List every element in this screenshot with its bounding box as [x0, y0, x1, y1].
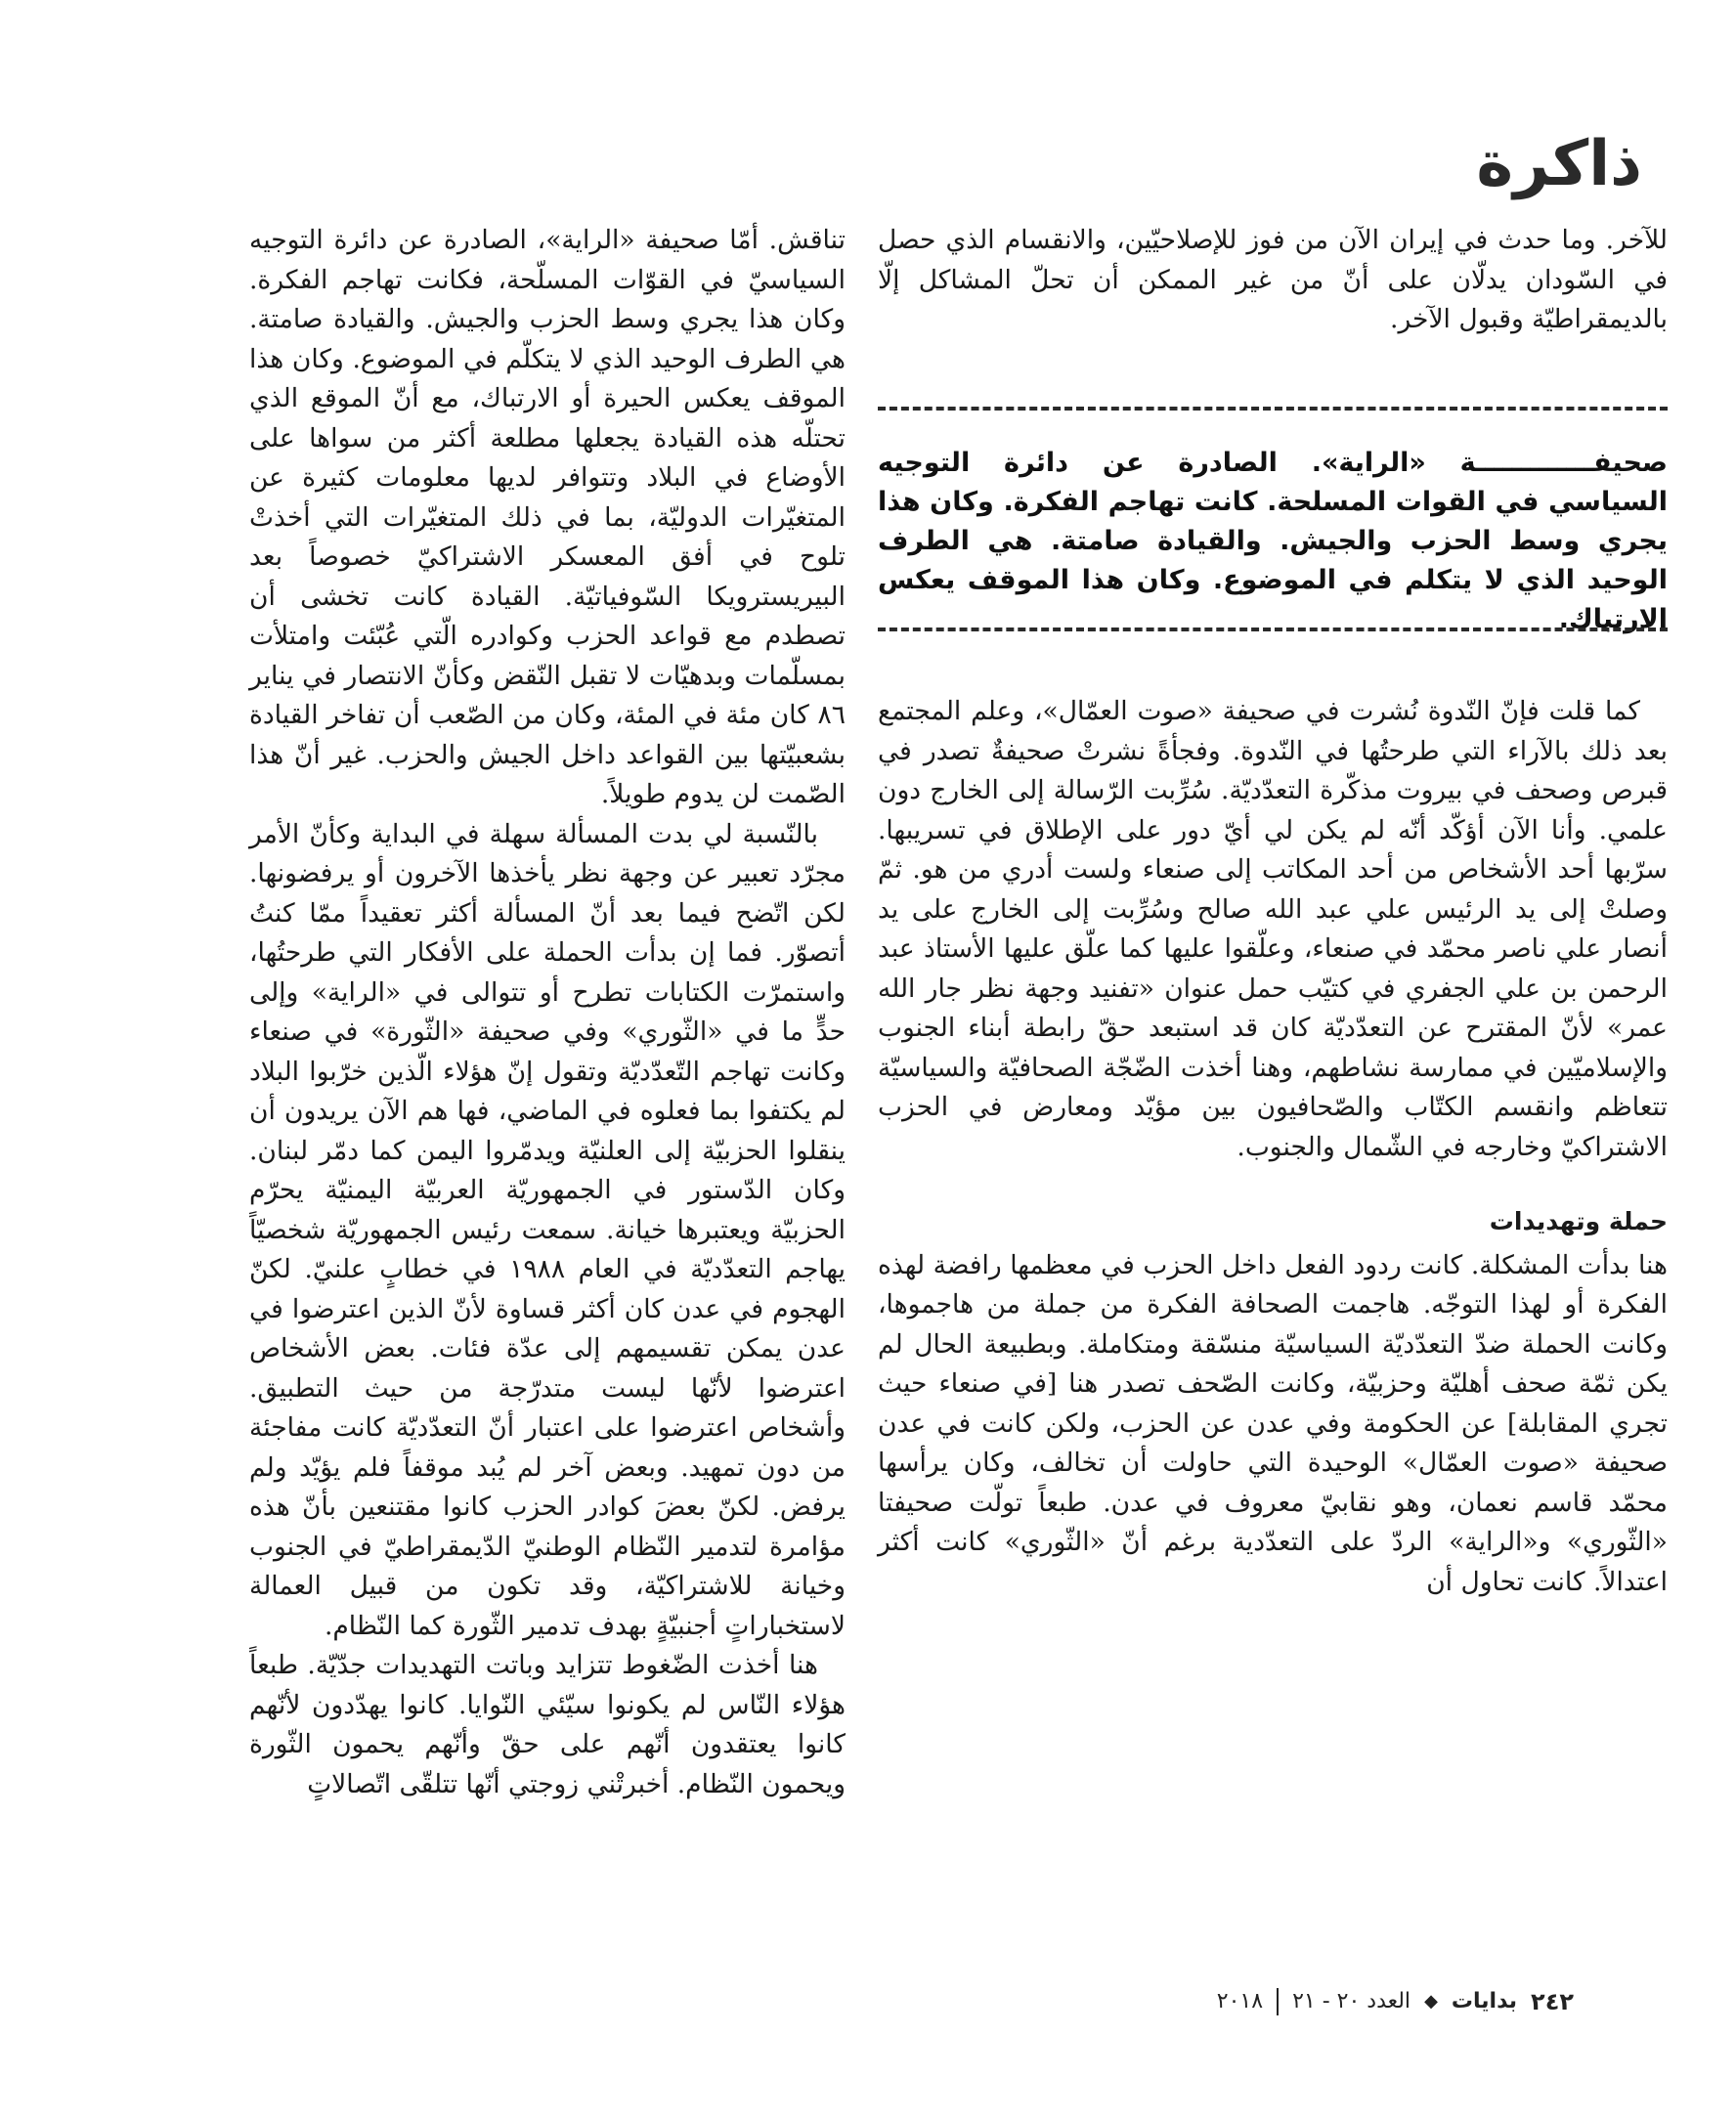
paragraph: كما قلت فإنّ النّدوة نُشرت في صحيفة «صوت العمّال»، وعلم المجتمع بعد ذلك بالآراء التي طرحتُها في النّدوة. وفجأةً نشرتْ صحيفةٌ تصدر في قبرص وصحف في بيروت مذكّرة التعدّديّة. سُرِّبت الرّسالة إلى الخارج دون علمي. وأنا الآن أؤكّد أنّه لم يكن لي أيّ دور على الإطلاق في تسريبها. سرّبها أحد الأشخاص من أحد المكاتب إلى صنعاء ولست أدري من هو. ثمّ وصلتْ إلى يد الرئيس علي عبد الله صالح وسُرِّبت إلى الخارج على يد أنصار علي ناصر محمّد في صنعاء، وعلّقوا عليها كما علّق عليها الأستاذ عبد الرحمن بن علي الجفري في كتيّب حمل عنوان «تفنيد وجهة نظر جار الله عمر» لأنّ المقترح عن التعدّديّة كان قد استبعد حقّ رابطة أبناء الجنوب والإسلاميّين في ممارسة نشاطهم، وهنا أخذت الضّجّة الصحافيّة والسياسيّة تتعاظم وانقسم الكتّاب والصّحافيون بين مؤيّد ومعارض في الحزب الاشتراكيّ وخارجه في الشّمال والجنوب. — [878, 696, 1668, 1162]
pull-quote — [878, 405, 1668, 633]
magazine-name: بدايات — [1451, 1989, 1518, 2013]
paragraph: بالنّسبة لي بدت المسألة سهلة في البداية وكأنّ الأمر مجرّد تعبير عن وجهة نظر يأخذها الآخرون أو يرفضونها. لكن اتّضح فيما بعد أنّ المسألة أكثر تعقيداً ممّا كنتُ أتصوّر. فما إن بدأت الحملة على الأفكار التي طرحتُها، واستمرّت الكتابات تطرح أو تتوالى في «الراية» وإلى حدٍّ ما في «الثّوري» وفي صحيفة «الثّورة» في صنعاء وكانت تهاجم التّعدّديّة وتقول إنّ هؤلاء الّذين خرّبوا البلاد لم يكتفوا بما فعلوه في الماضي، فها هم الآن يريدون أن ينقلوا الحزبيّة إلى العلنيّة ويدمّروا اليمن كما دمّر لبنان. وكان الدّستور في الجمهوريّة العربيّة اليمنيّة يحرّم الحزبيّة ويعتبرها خيانة. سمعت رئيس الجمهوريّة شخصيّاً يهاجم التعدّديّة في العام ١٩٨٨ في خطابٍ علنيّ. لكنّ الهجوم في عدن كان أكثر قساوة لأنّ الذين اعترضوا في عدن يمكن تقسيمهم إلى عدّة فئات. بعض الأشخاص اعترضوا لأنّها ليست متدرّجة من حيث التطبيق. وأشخاص اعترضوا على اعتبار أنّ التعدّديّة كانت مفاجئة من دون تمهيد. وبعض آخر لم يُبد موقفاً فلم يؤيّد ولم يرفض. لكنّ بعضَ كوادر الحزب كانوا مقتنعين بأنّ هذه مؤامرة لتدمير النّظام الوطنيّ الدّيمقراطيّ في الجنوب وخيانة للاشتراكيّة، وقد تكون من قبيل العمالة لاستخباراتٍ أجنبيّةٍ بهدف تدمير الثّورة كما النّظام. — [249, 818, 846, 1641]
right-column-bottom — [878, 692, 1668, 1602]
diamond-icon: ◆ — [1424, 1991, 1438, 2012]
paragraph: للآخر. وما حدث في إيران الآن من فوز للإصلاحيّين، والانقسام الذي حصل في السّودان يدلّان على أنّ من غير الممكن أن تحلّ المشاكل إلّا بالديمقراطيّة وقبول الآخر. — [878, 225, 1668, 334]
paragraph: هنا بدأت المشكلة. كانت ردود الفعل داخل الحزب في معظمها رافضة لهذه الفكرة أو لهذا التوجّه. هاجمت الصحافة الفكرة من جملة من هاجموها، وكانت الحملة ضدّ التعدّديّة السياسيّة منسّقة ومتكاملة. وبطبيعة الحال لم يكن ثمّة صحف أهليّة وحزبيّة، وكانت الصّحف تصدر هنا [في صنعاء حيث تجري المقابلة] عن الحكومة وفي عدن عن الحزب، ولكن كانت في عدن صحيفة «صوت العمّال» الوحيدة التي حاولت أن تخالف، وكان يرأسها محمّد قاسم نعمان، وهو نقابيّ معروف في عدن. طبعاً تولّت صحيفتا «الثّوري» و«الراية» الردّ على التعدّدية برغم أنّ «الثّوري» كانت أكثر اعتدالاً. كانت تحاول أن — [878, 1249, 1668, 1597]
page-footer — [1075, 1982, 1574, 2021]
right-column-top — [878, 221, 1668, 340]
footer-divider — [1277, 1988, 1279, 2015]
left-column — [249, 221, 846, 1804]
paragraph: هنا أخذت الضّغوط تتزايد وباتت التهديدات جدّيّة. طبعاً هؤلاء النّاس لم يكونوا سيّئي النّوايا. كانوا يهدّدون لأنّهم كانوا يعتقدون أنّهم على حقّ وأنّهم يحمون الثّورة ويحمون النّظام. أخبرتْني زوجتي أنّها تتلقّى اتّصالاتٍ — [249, 1650, 846, 1799]
issue-number: العدد ٢٠ - ٢١ — [1292, 1989, 1411, 2013]
pull-quote-text: صحيفـــــــــــــة «الراية». الصادرة عن دائرة التوجيه السياسي في القوات المسلحة. كانت تهاجم الفكرة. وكان هذا يجري وسط الحزب والجيش. والقيادة صامتة. هي الطرف الوحيد الذي لا يتكلم في الموضوع. وكان هذا الموقف يعكس الارتباك. — [878, 448, 1668, 634]
issue-year: ٢٠١٨ — [1216, 1989, 1264, 2013]
subheading: حملة وتهديدات — [1489, 1207, 1668, 1235]
page-number: ٢٤٢ — [1531, 1988, 1574, 2015]
paragraph: تناقش. أمّا صحيفة «الراية»، الصادرة عن دائرة التوجيه السياسيّ في القوّات المسلّحة، فكانت تهاجم الفكرة. وكان هذا يجري وسط الحزب والجيش. والقيادة صامتة. هي الطرف الوحيد الذي لا يتكلّم في الموضوع. وكان هذا الموقف يعكس الحيرة أو الارتباك، مع أنّ الموقع الذي تحتلّه هذه القيادة يجعلها مطلعة أكثر من سواها على الأوضاع في البلاد وتتوافر لديها معلومات كثيرة عن المتغيّرات الدوليّة، بما في ذلك المتغيّرات التي أخذتْ تلوح في أفق المعسكر الاشتراكيّ خصوصاً بعد البيريسترويكا السّوفياتيّة. القيادة كانت تخشى أن تصطدم مع قواعد الحزب وكوادره الّتي عُبّئت وامتلأت بمسلّمات وبدهيّات لا تقبل النّقض وكأنّ الانتصار في يناير ٨٦ كان مئة في المئة، وكان من الصّعب أن تفاخر القيادة بشعبيّتها بين القواعد داخل الجيش والحزب. غير أنّ هذا الصّمت لن يدوم طويلاً. — [249, 225, 846, 809]
pull-quote-rule-top — [878, 407, 1668, 411]
section-title: ذاكرة — [1476, 128, 1642, 200]
pull-quote-rule-bottom — [878, 628, 1668, 631]
